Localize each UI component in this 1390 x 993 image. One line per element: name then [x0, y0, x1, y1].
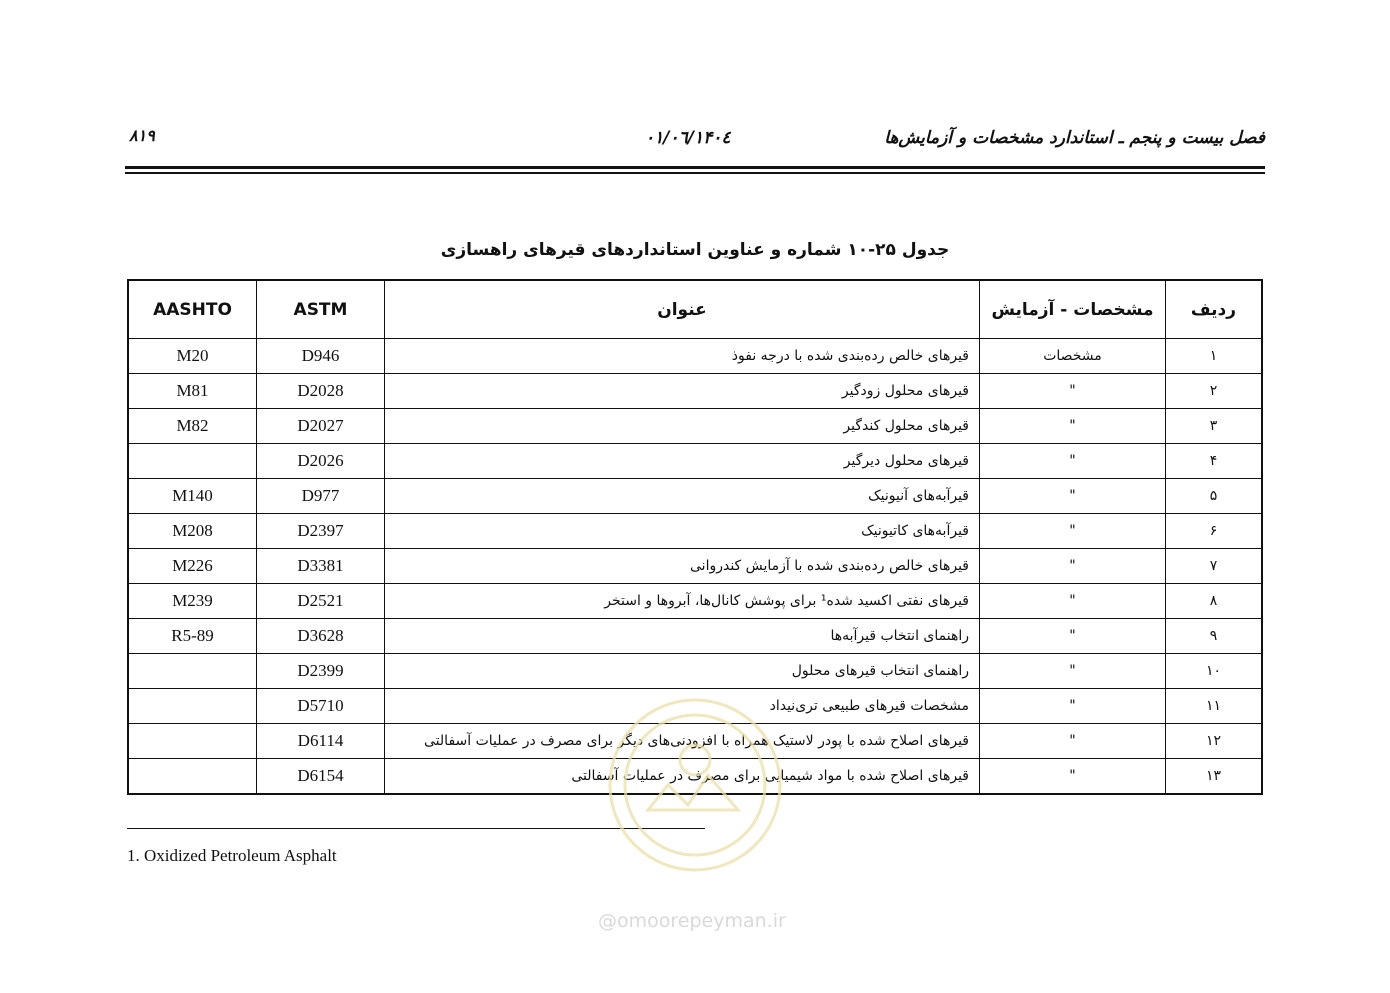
cell-astm: D3628: [257, 619, 385, 654]
cell-spec: ": [980, 619, 1166, 654]
cell-row-number: ۱: [1166, 339, 1263, 374]
table-row: [128, 514, 1262, 549]
cell-aashto: M82: [128, 409, 257, 444]
cell-row-number: ۴: [1166, 444, 1263, 479]
cell-aashto: M140: [128, 479, 257, 514]
cell-aashto: [128, 654, 257, 689]
table-row: [128, 584, 1262, 619]
cell-title: مشخصات قیرهای طبیعی تری‌نیداد: [385, 689, 980, 724]
cell-spec: ": [980, 374, 1166, 409]
table-row: [128, 444, 1262, 479]
cell-row-number: ۱۲: [1166, 724, 1263, 759]
watermark-text: @omoorepeyman.ir: [598, 910, 786, 932]
cell-astm: D2397: [257, 514, 385, 549]
document-date: ۱۴۰٤/۰٦/۰۱: [645, 128, 731, 148]
header-rule-thick: [125, 166, 1265, 169]
cell-title: قیرهای خالص رده‌بندی شده با آزمایش کندروانی: [385, 549, 980, 584]
cell-spec: ": [980, 444, 1166, 479]
cell-spec: ": [980, 409, 1166, 444]
cell-aashto: M226: [128, 549, 257, 584]
cell-astm: D2028: [257, 374, 385, 409]
cell-spec: ": [980, 514, 1166, 549]
table-row: [128, 619, 1262, 654]
cell-astm: D6154: [257, 759, 385, 795]
cell-spec: ": [980, 689, 1166, 724]
cell-aashto: M81: [128, 374, 257, 409]
cell-row-number: ۸: [1166, 584, 1263, 619]
table-row: [128, 759, 1262, 795]
cell-row-number: ۶: [1166, 514, 1263, 549]
table-row: [128, 409, 1262, 444]
cell-title: راهنمای انتخاب قیرآبه‌ها: [385, 619, 980, 654]
cell-aashto: M20: [128, 339, 257, 374]
cell-title: قیرهای اصلاح شده با مواد شیمیایی برای مصرف در عملیات آسفالتی: [385, 759, 980, 795]
col-row-header: ردیف: [1166, 280, 1263, 339]
col-spec-header: مشخصات - آزمایش: [980, 280, 1166, 339]
cell-spec: ": [980, 759, 1166, 795]
cell-aashto: M239: [128, 584, 257, 619]
cell-astm: D2026: [257, 444, 385, 479]
cell-aashto: [128, 759, 257, 795]
table-row: [128, 339, 1262, 374]
cell-row-number: ۱۱: [1166, 689, 1263, 724]
page-number: ۸۱۹: [129, 126, 155, 145]
cell-astm: D2521: [257, 584, 385, 619]
header-rule-thin: [125, 172, 1265, 174]
page-header: [125, 122, 1265, 162]
cell-aashto: M208: [128, 514, 257, 549]
col-title-header: عنوان: [385, 280, 980, 339]
footnote: 1. Oxidized Petroleum Asphalt: [127, 846, 337, 865]
footnote-rule: [127, 828, 705, 829]
cell-astm: D2399: [257, 654, 385, 689]
table-row: [128, 689, 1262, 724]
standards-table: [127, 279, 1263, 795]
cell-astm: D946: [257, 339, 385, 374]
cell-aashto: R5-89: [128, 619, 257, 654]
cell-row-number: ۲: [1166, 374, 1263, 409]
cell-astm: D2027: [257, 409, 385, 444]
table-row: [128, 654, 1262, 689]
cell-title: قیرهای اصلاح شده با پودر لاستیک همراه با افزودنی‌های دیگر برای مصرف در عملیات آسفالتی: [385, 724, 980, 759]
cell-row-number: ۷: [1166, 549, 1263, 584]
table-row: [128, 549, 1262, 584]
col-aashto-header: AASHTO: [128, 280, 257, 339]
table-row: [128, 724, 1262, 759]
cell-spec: ": [980, 724, 1166, 759]
chapter-title: فصل بیست و پنجم ـ استاندارد مشخصات و آزمایش‌ها: [884, 128, 1265, 148]
cell-spec: ": [980, 654, 1166, 689]
cell-spec: مشخصات: [980, 339, 1166, 374]
cell-spec: ": [980, 479, 1166, 514]
cell-row-number: ۱۰: [1166, 654, 1263, 689]
cell-row-number: ۳: [1166, 409, 1263, 444]
cell-title: قیرهای نفتی اکسید شده¹ برای پوشش کانال‌ها، آبروها و استخر: [385, 584, 980, 619]
cell-astm: D977: [257, 479, 385, 514]
col-astm-header: ASTM: [257, 280, 385, 339]
table-header-row: [128, 280, 1262, 339]
cell-title: قیرهای محلول کندگیر: [385, 409, 980, 444]
cell-title: قیرآبه‌های کاتیونیک: [385, 514, 980, 549]
cell-aashto: [128, 444, 257, 479]
cell-title: قیرآبه‌های آنیونیک: [385, 479, 980, 514]
cell-aashto: [128, 689, 257, 724]
cell-spec: ": [980, 549, 1166, 584]
cell-title: راهنمای انتخاب قیرهای محلول: [385, 654, 980, 689]
cell-astm: D5710: [257, 689, 385, 724]
cell-title: قیرهای محلول دیرگیر: [385, 444, 980, 479]
table-row: [128, 374, 1262, 409]
cell-title: قیرهای خالص رده‌بندی شده با درجه نفوذ: [385, 339, 980, 374]
cell-row-number: ۵: [1166, 479, 1263, 514]
cell-astm: D6114: [257, 724, 385, 759]
cell-spec: ": [980, 584, 1166, 619]
cell-astm: D3381: [257, 549, 385, 584]
table-caption: جدول ۲۵-۱۰ شماره و عناوین استانداردهای قیرهای راهسازی: [440, 240, 950, 260]
cell-row-number: ۱۳: [1166, 759, 1263, 795]
cell-row-number: ۹: [1166, 619, 1263, 654]
cell-aashto: [128, 724, 257, 759]
cell-title: قیرهای محلول زودگیر: [385, 374, 980, 409]
table-row: [128, 479, 1262, 514]
